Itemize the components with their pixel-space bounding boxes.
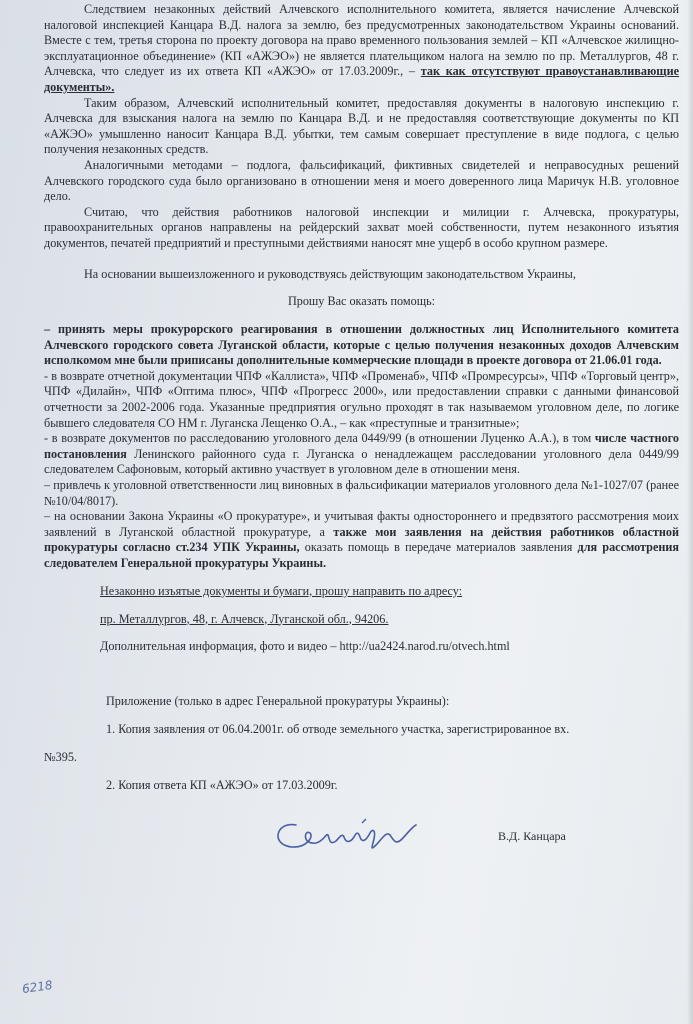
paragraph-3: Аналогичными методами – подлога, фальсификаций, фиктивных свидетелей и неправосудных решений Алчевского городского суда было организовано в отношении меня и моего доверенного лица Маричук Н.В. уголовное дело. (44, 157, 679, 204)
paragraph-1-bold: так как отсутствуют правоустанавливающие документы». (44, 64, 680, 94)
request-item-5-text-b: оказать помощь в передаче материалов заявления (304, 540, 573, 555)
request-item-5 (44, 509, 679, 571)
attachment-1-cont: №395. (44, 749, 77, 764)
request-item-5-bold-2: для рассмотрения следователем Генеральной прокуратуры Украины. (44, 540, 680, 570)
request-item-5-bold: также мои заявления на действия работников областной прокуратуры согласно ст.234 УПК Украины, (44, 524, 679, 555)
address-line-3: Дополнительная информация, фото и видео – http://ua2424.narod.ru/otvech.html (100, 639, 510, 654)
request-item-1: – принять меры прокурорского реагирования в отношении должностных лиц Исполнительного комитета Алчевского городского совета Луганской области, которые с целью получения незаконных доходов Алчевским исполкомом мне были приписаны дополнительные коммерческие площади в проекте договора от 21.06.01 года. (44, 322, 679, 368)
attachment-2: 2. Копия ответа КП «АЖЭО» от 17.03.2009г. (106, 777, 338, 792)
address-line-1: Незаконно изъятые документы и бумаги, прошу направить по адресу: (100, 583, 463, 598)
request-item-3-text-a: - в возврате документов по расследованию уголовного дела 0449/99 (в отношении Луценко А.А.), в том (44, 431, 592, 446)
attachment-title: Приложение (только в адрес Генеральной прокуратуры Украины): (106, 694, 450, 709)
pencil-note: 6218 (21, 977, 54, 997)
paragraph-2: Таким образом, Алчевский исполнительный комитет, предоставляя документы в налоговую инспекцию г. Алчевска для взыскания налога на землю по Канцара В.Д. и не предоставляя соответствующие документы по КП «АЖЭО» умышленно наносит Канцара В.Д. убытки, тем самым совершает преступление в виде подлога, с целью получения незаконных средств. (44, 95, 679, 157)
signer-name: В.Д. Канцара (498, 829, 566, 844)
request-item-4: – привлечь к уголовной ответственности лиц виновных в фальсификации материалов уголовного дела №1-1027/07 (ранее №10/04/8017). (44, 478, 679, 508)
paragraph-4: Считаю, что действия работников налоговой инспекции и милиции г. Алчевска, прокуратуры, правоохранительных органов направлены на рейдерский захват моей собственности, путем незаконного изъятия документов, печатей предприятий и преступными действиями наносят мне ущерб в особо крупном размере. (44, 204, 679, 250)
attachment-1: 1. Копия заявления от 06.04.2001г. об отводе земельного участка, зарегистрированное вх. (106, 722, 570, 737)
handwritten-signature-icon (266, 811, 436, 855)
paragraph-1 (44, 2, 679, 96)
request-title: Прошу Вас оказать помощь: (287, 294, 436, 309)
request-item-5-text-a: – на основании Закона Украины «О прокуратуре», и учитывая факты одностороннего и предвзятого рассмотрения моих заявлений в Луганской областной прокуратуре, а (44, 509, 679, 539)
paragraph-1-text: Следствием незаконных действий Алчевского исполнительного комитета, является начисление Алчевской налоговой инспекцией Канцара В.Д. налога за землю, без предусмотренных законодательством Украины оснований. Вместе с тем, третья сторона по проекту договора на право временного пользования землей – КП «Алчевское жилищно-эксплуатационное объединение» (КП «АЖЭО») не является плательщиком налога на землю по пр. Металлургов, 48 г. Алчевска, что следует из их ответа КП «АЖЭО» от 17.03.2009г., – (44, 2, 679, 79)
request-item-2: - в возврате отчетной документации ЧПФ «Каллиста», ЧПФ «Променаб», ЧПФ «Промресурсы», ЧПФ «Торговый центр», ЧПФ «Дилайн», ЧПФ «Оптима плюс», ЧПФ «Прогресс 2000», или предоставлении справки с данными финансовой отчетности за 2002-2006 года. Указанные предприятия огульно проходят в так называемом уголовном деле, по логике бывшего следователя СО НМ г. Луганска Лещенко О.А., – как «преступные и транзитные»; (44, 368, 679, 430)
paragraph-5: На основании вышеизложенного и руководствуясь действующим законодательством Украины, (84, 266, 576, 281)
signature-row (44, 811, 679, 859)
page-edge-shadow (687, 0, 693, 1024)
request-item-3 (44, 431, 679, 478)
request-item-3-text-b: Ленинского районного суда г. Луганска о ненадлежащем расследовании уголовного дела 0449/99 следователем Сафоновым, который активно участвует в уголовном деле в отношении меня. (44, 446, 679, 477)
address-line-2: пр. Металлургов, 48, г. Алчевск, Луганской обл., 94206. (100, 611, 389, 626)
request-item-3-bold: числе частного постановления (44, 431, 680, 461)
